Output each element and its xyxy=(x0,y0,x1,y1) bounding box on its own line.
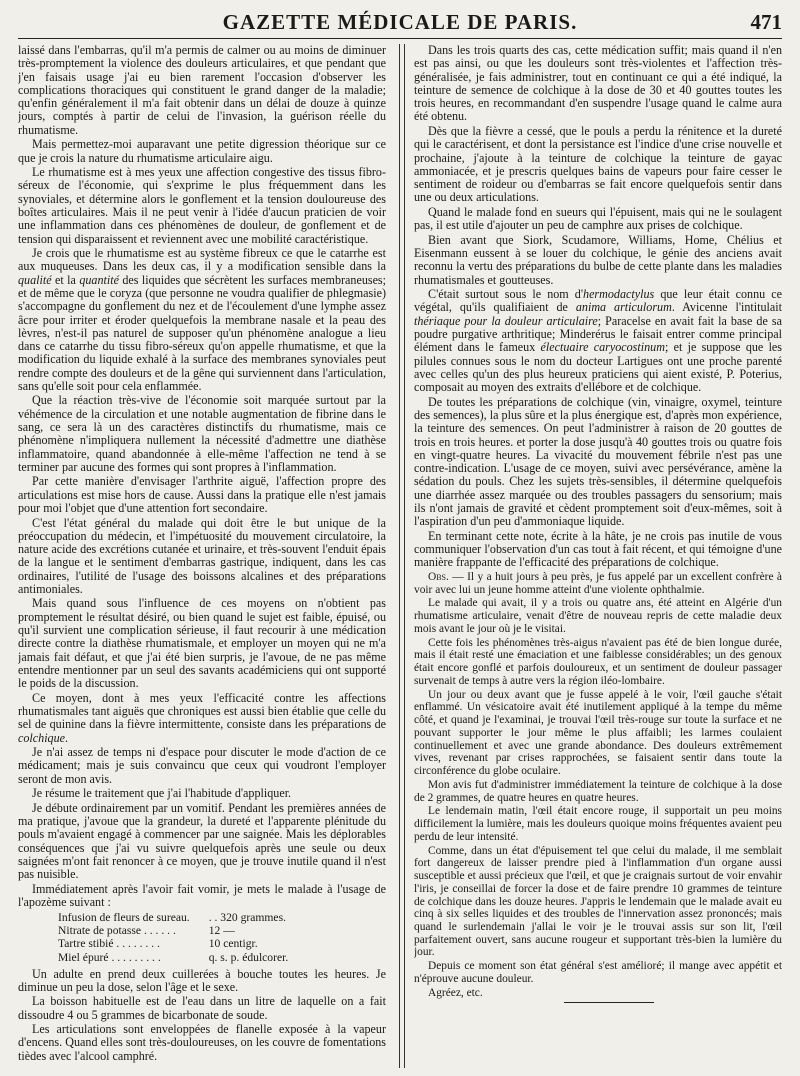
paragraph: Mon avis fut d'administrer immédiatement la teinture de colchique à la dose de 2 grammes, de quatre heures en quatre heures. xyxy=(414,778,782,804)
paragraph: Je crois que le rhumatisme est au système fibreux ce que le catarrhe est aux muqueuses. Dans les deux cas, il y a modification sensible dans la qualité et la quantité des liquides que sécrètent les surfaces membraneuses; et de même que le coryza (que personne ne voudra qualifier de phlegmasie) s'accompagne du gonflement du nez et de l'écoulement d'une lymphe assez âcre pour irriter et éroder quelquefois la membrane nasale et la peau des lèvres, n'est-il pas naturel de supposer qu'un phénomène analogue a lieu dans ce catarrhe du tissu fibro-séreux qu'on appelle rhumatisme, et que la modification du liquide exhalé à la surface des membranes synoviales peut rendre compte des douleurs et de la gêne qui surviennent dans l'articulation, sans qu'elle soit pour cela enflammée. xyxy=(18,246,386,393)
prescription-row: Infusion de fleurs de sureau. . . 320 grammes. xyxy=(58,911,286,925)
paragraph: laissé dans l'embarras, qu'il m'a permis de calmer ou au moins de diminuer très-promptement la violence des douleurs articulaires, et que pendant que j'en faisais usage j'ai eu bien rarement l'occasion d'observer les complications thoraciques qui constituent le grand danger de la maladie; qu'enfin généralement il m'a fait obtenir dans un délai de douze à quinze jours, comptés à partir de celui de l'invasion, la guérison réelle du rhumatisme. xyxy=(18,44,386,137)
paragraph: Ce moyen, dont à mes yeux l'efficacité contre les affections rhumatismales tant aiguës que chroniques est aussi bien établie que celle du sel de quinine dans la fièvre intermittente, consiste dans les préparations de colchique. xyxy=(18,690,386,745)
paragraph: Par cette manière d'envisager l'arthrite aiguë, l'affection propre des articulations est mise hors de cause. Aussi dans la pratique elle n'est jamais pour moi l'objet que d'une attention fort secondaire. xyxy=(18,474,386,516)
paragraph: Le malade qui avait, il y a trois ou quatre ans, été atteint en Algérie d'un rhumatisme articulaire, venait d'être de nouveau repris de cette maladie deux mois avant le jour où je le visitai. xyxy=(414,597,782,635)
column-divider xyxy=(399,44,405,1068)
paragraph: Dès que la fièvre a cessé, que le pouls a perdu la rénitence et la dureté qui le caractérisent, et dont la persistance est l'indice d'une crise nouvelle et prochaine, j'ajoute à la teinture de colchique la teinture de gayac ammoniacée, et je prescris quelques bains de vapeurs pour faire cesser le sentiment de roideur ou d'embarras se fait encore quelquefois sentir dans une ou deux articulations. xyxy=(414,123,782,205)
closing-salutation: Agréez, etc. xyxy=(428,986,483,999)
paragraph: Bien avant que Siork, Scudamore, Williams, Home, Chélius et Eisenmann eussent à se louer du colchique, le génie des anciens avait reconnu la vertu des préparations du bulbe de cette plante dans les maladies rhumatismales et goutteuses. xyxy=(414,232,782,287)
paragraph: C'est l'état général du malade qui doit être le but unique de la préoccupation du médecin, et l'impétuosité du mouvement circulatoire, la nature acide des excrétions cutanée et urinaire, et très-souvent l'enduit épais de la langue et le sentiment d'embarras gastrique, indiquent, dans les cas ordinaires, l'utilité de l'usage des boissons alcalines et des préparations antimoniales. xyxy=(18,515,386,596)
paragraph: Mais permettez-moi auparavant une petite digression théorique sur ce que je crois la nature du rhumatisme articulaire aigu. xyxy=(18,137,386,165)
page-header xyxy=(18,8,782,38)
observation-paragraph: Obs. — Il y a huit jours à peu près, je fus appelé par un excellent confrère à voir avec lui un jeune homme atteint d'une violente ophthalmie. xyxy=(414,570,782,596)
paragraph: Depuis ce moment son état général s'est amélioré; il mange avec appétit et n'éprouve aucune douleur. xyxy=(414,960,782,985)
paragraph: C'était surtout sous le nom d'hermodactylus que leur était connu ce végétal, qu'ils qualifiaient de anima articulorum. Avicenne l'intitulait thériaque pour la douleur articulaire; Paracelse en avait fait la base de sa poudre purgative arthritique; Minderérus le faisait entrer comme principal élément dans le fameux électuaire caryocostinum; et je suppose que les pilules connues sous le nom du docteur Lartigues ont une proche parenté avec celles qu'un des plus heureux praticiens qui aient existé, P. Poterius, composait au moyen des extraits d'ellébore et de colchique. xyxy=(414,287,782,395)
paragraph: Comme, dans un état d'épuisement tel que celui du malade, il me semblait fort dangereux de laisser prendre pied à l'inflammation d'un organe aussi susceptible et aussi précieux que l'œil, et que je craignais surtout de voir envahir l'iris, je conseillai de forcer la dose et de faire prendre 10 grammes de teinture de colchique dans les douze heures. J'appris le lendemain que le malade avait eu cinq à six selles liquides et des troubles de l'innervation assez prononcés; mais quand le surlendemain j'allai le voir je le trouvai assis sur son lit, l'œil parfaitement ouvert, sans aucune rougeur et supportant très-bien la lumière du jour. xyxy=(414,844,782,959)
paragraph: Je débute ordinairement par un vomitif. Pendant les premières années de ma pratique, j'avoue que la grandeur, la dureté et l'apparente plénitude du pouls m'avaient engagé à commencer par une saignée. Mais les déplorables conséquences que j'ai vu suivre quelquefois après une seule ou deux saignées m'ont fait renoncer à ce moyen, que je trouve inutile quand il n'est pas nuisible. xyxy=(18,800,386,882)
paragraph: Un adulte en prend deux cuillerées à bouche toutes les heures. Je diminue un peu la dose, selon l'âge et le sexe. xyxy=(18,966,386,994)
prescription-row: Miel épuré . . . . . . . . . q. s. p. édulcorer. xyxy=(58,950,289,964)
journal-title: GAZETTE MÉDICALE DE PARIS. xyxy=(222,10,578,34)
paragraph: Je résume le traitement que j'ai l'habitude d'appliquer. xyxy=(32,786,292,801)
paragraph: Immédiatement après l'avoir fait vomir, je mets le malade à l'usage de l'apozème suivant : xyxy=(18,881,386,909)
paragraph: En terminant cette note, écrite à la hâte, je ne crois pas inutile de vous communiquer l'observation d'un cas tout à fait récent, et qui témoigne d'une manière frappante de l'efficacité des préparations de colchique. xyxy=(414,528,782,570)
paragraph: Dans les trois quarts des cas, cette médication suffit; mais quand il n'en est pas ainsi, ou que les douleurs sont très-violentes et l'affection très-généralisée, je fais administrer, tout en continuant ce qui a été indiqué, la teinture de semence de colchique à la dose de 30 et 40 gouttes toutes les trois heures, en recommandant d'en suspendre l'usage quand le calme aura été obtenu. xyxy=(414,44,782,124)
prescription-row: Nitrate de potasse . . . . . . 12 — xyxy=(58,924,235,938)
paragraph: Quand le malade fond en sueurs qui l'épuisent, mais qui ne le soulagent pas, il est utile d'ajouter un peu de camphre aux prises de colchique. xyxy=(414,204,782,233)
paragraph: Mais quand sous l'influence de ces moyens on n'obtient pas promptement le résultat désiré, ou bien quand le sujet est faible, épuisé, ou qu'il survient une complication sérieuse, il faut recourir à une médication directe contre la diathèse rhumatismale, et employer un moyen qui ne m'a jamais fait défaut, et que j'ai été bien surpris, je l'avoue, de ne pas même entendre mentionner par un seul des savants académiciens qui ont supporté le poids de la discussion. xyxy=(18,596,386,691)
header-rule xyxy=(18,38,782,39)
prescription-table xyxy=(58,911,386,963)
page-number: 471 xyxy=(750,10,782,34)
paragraph: Le lendemain matin, l'œil était encore rouge, il supportait un peu moins difficilement la lumière, mais les douleurs quoique moins fréquentes avaient peu perdu de leur intensité. xyxy=(414,805,782,843)
paragraph: Je n'ai assez de temps ni d'espace pour discuter le mode d'action de ce médicament; mais je suis convaincu que ceux qui voudront l'employer seront de mon avis. xyxy=(18,745,386,786)
prescription-row: Tartre stibié . . . . . . . . 10 centigr. xyxy=(58,937,258,951)
paragraph: De toutes les préparations de colchique (vin, vinaigre, oxymel, teinture des semences), la plus sûre et la plus énergique est, d'après mon expérience, la teinture des semences. On peut l'administrer à raison de 20 gouttes de trois en trois heures. et porter la dose jusqu'à 40 gouttes trois ou quatre fois en vingt-quatre heures. La vivacité du mouvement fébrile n'est pas une contre-indication. L'usage de ce moyen, suivi avec persévérance, amène la sédation du pouls. Chez les sujets très-sensibles, il détermine quelquefois une diarrhée assez marquée ou des troubles passagers du sensorium; mais ils n'ont jamais de gravité et cèdent promptement soit d'eux-mêmes, soit à l'aspiration d'un peu d'ammoniaque liquide. xyxy=(414,394,782,529)
right-column xyxy=(414,44,782,1068)
paragraph: Cette fois les phénomènes très-aigus n'avaient pas été de bien longue durée, mais il était resté une émaciation et une faiblesse considérables; un des genoux était encore gonflé et parfois douloureux, et un sentiment de douleur passager survenait de temps à autre vers la région iléo-lombaire. xyxy=(414,636,782,687)
paragraph: La boisson habituelle est de l'eau dans un litre de laquelle on a fait dissoudre 4 ou 5 grammes de bicarbonate de soude. xyxy=(18,994,386,1022)
paragraph: Que la réaction très-vive de l'économie soit marquée surtout par la véhémence de la circulation et une notable augmentation de fibrine dans le sang, ce sera là un des caractères distinctifs du rhumatisme, mais ce phénomène n'impliquera nullement la nécessité d'admettre une diathèse inflammatoire, quand abandonnée à elle-même l'affection ne tend à se terminer par aucune des formes qui sont propres à l'inflammation. xyxy=(18,393,386,474)
end-rule xyxy=(564,1002,654,1003)
paragraph: Un jour ou deux avant que je fusse appelé à le voir, l'œil gauche s'était enflammé. Un vésicatoire avait été inutilement appliqué à la tempe du même côté, et quand je l'examinai, je trouvai l'œil très-rouge sur toute la surface et ne pouvant supporter le jour même le plus affaibli; les larmes coulaient continuellement et avec une grande abondance. Des douleurs extrêmement vives, revenant par crises rapprochées, se faisaient sentir dans toute la circonférence du globe oculaire. xyxy=(414,688,782,777)
paragraph: Les articulations sont enveloppées de flanelle exposée à la vapeur d'encens. Quand elles sont très-douloureuses, on les couvre de fomentations tièdes avec l'alcool camphré. xyxy=(18,1022,386,1063)
left-column xyxy=(18,44,386,1068)
paragraph: Le rhumatisme est à mes yeux une affection congestive des tissus fibro-séreux de l'économie, qui s'exprime le plus fréquemment dans les synoviales, et détermine alors le gonflement et la tension douloureuse des boîtes articulaires. Mais il ne peut venir à l'idée d'aucun praticien de voir une inflammation dans ces phénomènes de douleur, de gonflement et de tension qui disparaissent et reviennent avec une mobilité caractéristique. xyxy=(18,165,386,246)
